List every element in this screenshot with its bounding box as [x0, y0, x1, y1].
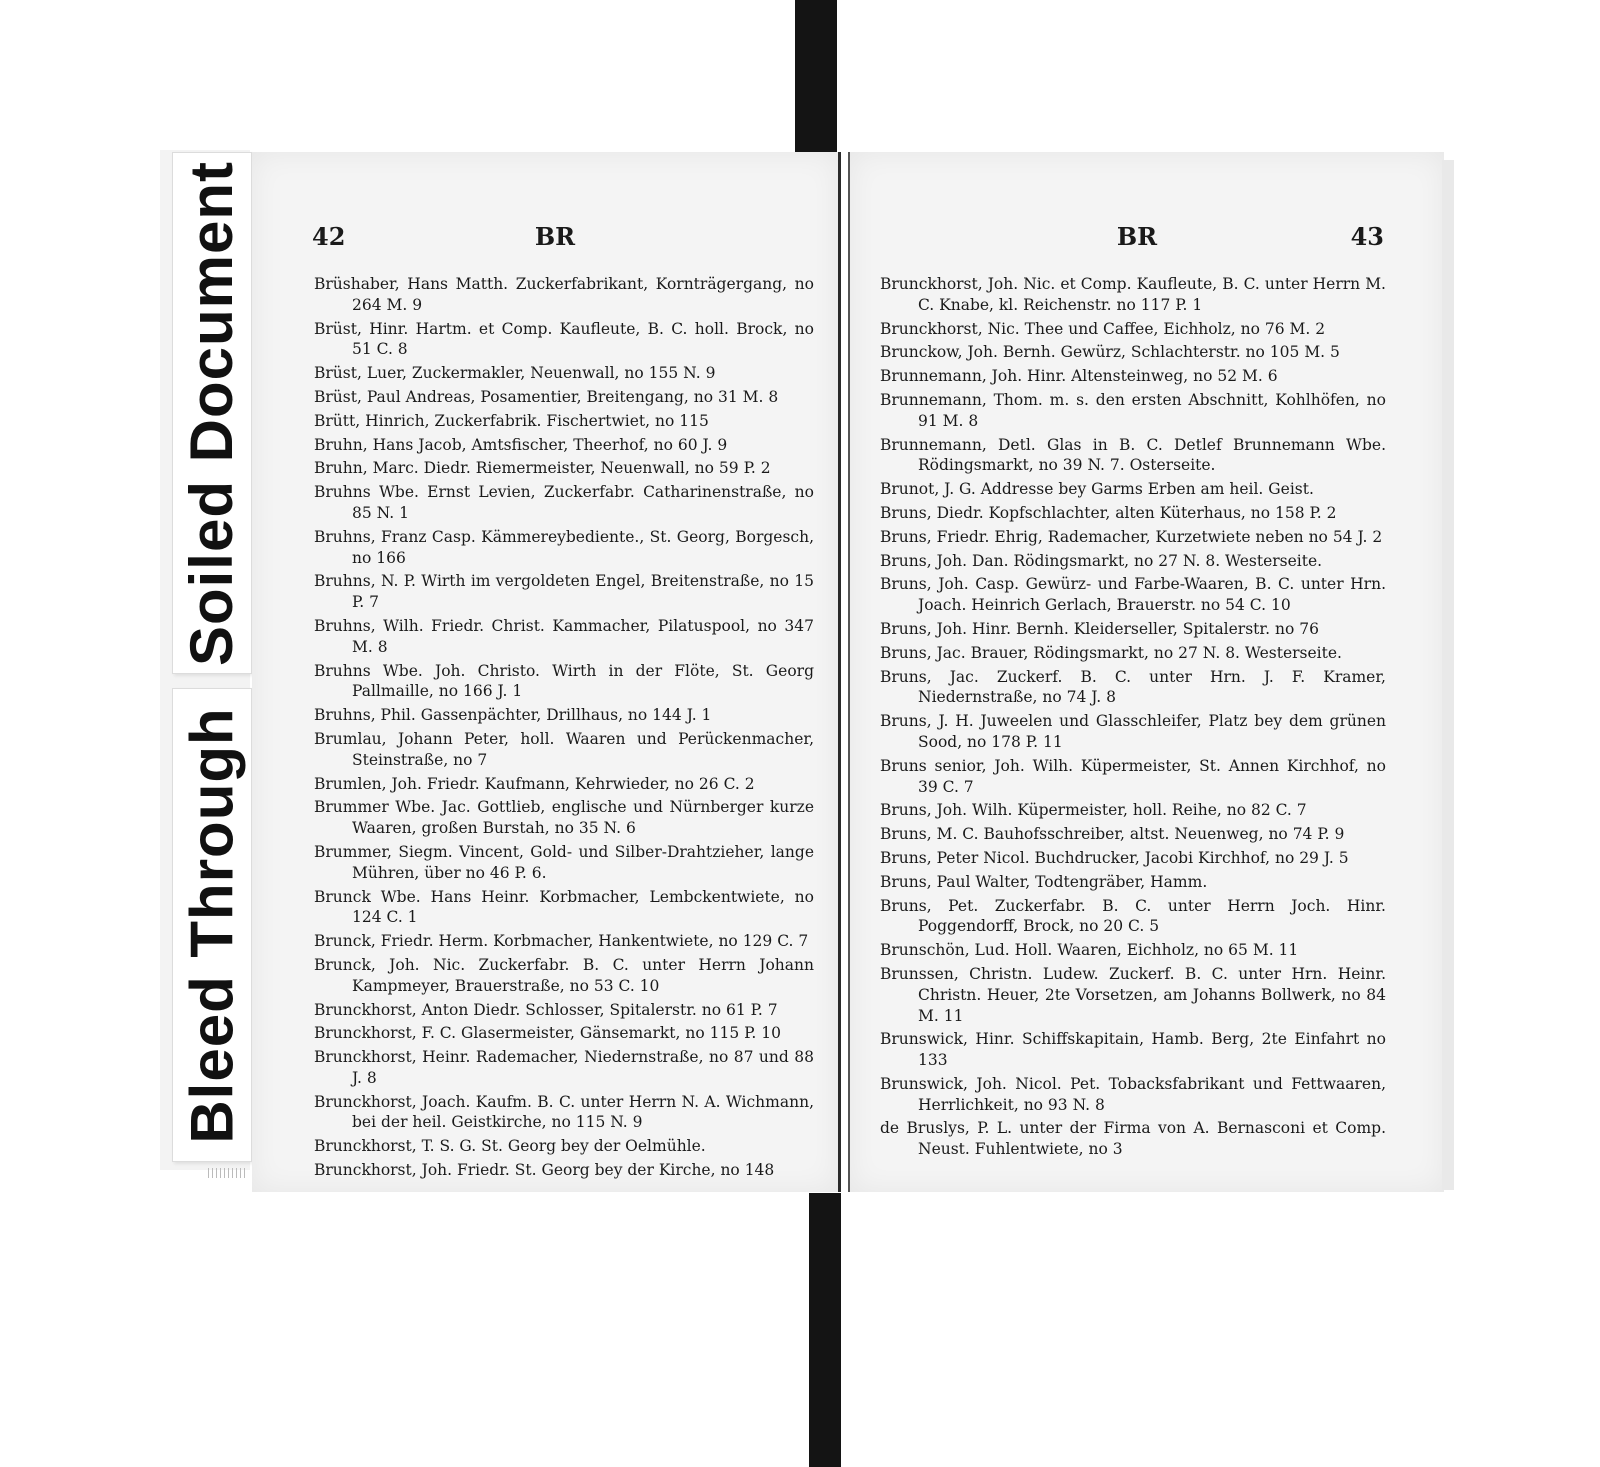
directory-entry: Brunckhorst, F. C. Glasermeister, Gänsemarkt, no 115 P. 10	[314, 1024, 781, 1043]
directory-entry: Brunckhorst, Heinr. Rademacher, Niedernstraße, no 87 und 88 J. 8	[314, 1048, 814, 1087]
directory-entry: Brummer, Siegm. Vincent, Gold- und Silber-Drahtzieher, lange Mühren, über no 46 P. 6.	[314, 842, 814, 882]
directory-entry: Brunckhorst, Joh. Friedr. St. Georg bey der Kirche, no 148	[314, 1161, 775, 1180]
page-edge	[1442, 160, 1454, 1190]
directory-entry: Bruns, Jac. Zuckerf. B. C. unter Hrn. J. F. Kramer, Niedernstraße, no 74 J. 8	[880, 667, 1386, 707]
directory-entry: Brumlen, Joh. Friedr. Kaufmann, Kehrwieder, no 26 C. 2	[314, 774, 755, 793]
directory-entry: Bruns, Joh. Dan. Rödingsmarkt, no 27 N. 8. Westerseite.	[880, 551, 1323, 570]
directory-entry: Bruns, Pet. Zuckerfabr. B. C. unter Herrn Joch. Hinr. Poggendorff, Brock, no 20 C. 5	[880, 896, 1386, 936]
directory-entry: Bruns, Jac. Brauer, Rödingsmarkt, no 27 N. 8. Westerseite.	[880, 643, 1342, 662]
ruler-ticks	[208, 1168, 248, 1178]
directory-entry: Brunckhorst, Anton Diedr. Schlosser, Spitalerstr. no 61 P. 7	[314, 1000, 778, 1019]
directory-entry: Brunck Wbe. Hans Heinr. Korbmacher, Lembckentwiete, no 124 C. 1	[314, 887, 814, 927]
directory-entry: Bruhn, Hans Jacob, Amtsfischer, Theerhof, no 60 J. 9	[314, 435, 728, 454]
directory-entry: Bruns, Paul Walter, Todtengräber, Hamm.	[880, 872, 1208, 891]
directory-entry: Brunswick, Hinr. Schiffskapitain, Hamb. Berg, 2te Einfahrt no 133	[880, 1030, 1386, 1070]
directory-entry: Brüst, Luer, Zuckermakler, Neuenwall, no 155 N. 9	[314, 364, 716, 383]
directory-entry: Bruhns, Wilh. Friedr. Christ. Kammacher, Pilatuspool, no 347 M. 8	[314, 616, 814, 656]
left-entry-list	[314, 274, 814, 1184]
directory-entry: Bruns, Diedr. Kopfschlachter, alten Küterhaus, no 158 P. 2	[880, 503, 1337, 522]
right-page-header	[890, 222, 1384, 262]
directory-entry: Brunswick, Joh. Nicol. Pet. Tobacksfabrikant und Fettwaaren, Herrlichkeit, no 93 N. 8	[880, 1074, 1386, 1114]
directory-entry: Brunschön, Lud. Holl. Waaren, Eichholz, no 65 M. 11	[880, 941, 1299, 960]
binding-strip-top	[795, 0, 837, 162]
directory-entry: Bruns, Joh. Hinr. Bernh. Kleiderseller, Spitalerstr. no 76	[880, 619, 1319, 638]
directory-entry: Brunckhorst, T. S. G. St. Georg bey der Oelmühle.	[314, 1137, 706, 1156]
directory-entry: Bruns, Joh. Wilh. Küpermeister, holl. Reihe, no 82 C. 7	[880, 801, 1307, 820]
right-page	[848, 152, 1444, 1192]
left-page	[252, 152, 841, 1192]
directory-entry: Bruhn, Marc. Diedr. Riemermeister, Neuenwall, no 59 P. 2	[314, 459, 771, 478]
directory-entry: Brüst, Hinr. Hartm. et Comp. Kaufleute, B. C. holl. Brock, no 51 C. 8	[314, 319, 814, 359]
directory-entry: Brütt, Hinrich, Zuckerfabrik. Fischertwiet, no 115	[314, 411, 709, 430]
directory-entry: Bruhns, Phil. Gassenpächter, Drillhaus, no 144 J. 1	[314, 706, 712, 725]
directory-entry: Brunckow, Joh. Bernh. Gewürz, Schlachterstr. no 105 M. 5	[880, 343, 1340, 362]
directory-entry: Brunssen, Christn. Ludew. Zuckerf. B. C. unter Hrn. Heinr. Christn. Heuer, 2te Vorsetzen, am Johanns Bollwerk, no 84 M. 11	[880, 964, 1386, 1025]
soiled-document-label	[172, 152, 252, 674]
directory-entry: Brunckhorst, Joh. Nic. et Comp. Kaufleute, B. C. unter Herrn M. C. Knabe, kl. Reichenstr. no 117 P. 1	[880, 275, 1386, 314]
directory-entry: Brüshaber, Hans Matth. Zuckerfabrikant, Kornträgergang, no 264 M. 9	[314, 275, 814, 314]
directory-entry: Brumlau, Johann Peter, holl. Waaren und Perückenmacher, Steinstraße, no 7	[314, 729, 814, 769]
directory-entry: Bruhns, N. P. Wirth im vergoldeten Engel, Breitenstraße, no 15 P. 7	[314, 572, 814, 612]
directory-entry: Bruhns, Franz Casp. Kämmereybediente., St. Georg, Borgesch, no 166	[314, 527, 814, 567]
directory-entry: Bruhns Wbe. Ernst Levien, Zuckerfabr. Catharinenstraße, no 85 N. 1	[314, 483, 814, 522]
bleed-through-text: Bleed Through	[178, 706, 246, 1144]
directory-entry: Bruns, Friedr. Ehrig, Rademacher, Kurzetwiete neben no 54 J. 2	[880, 527, 1383, 546]
directory-entry: Brunnemann, Detl. Glas in B. C. Detlef Brunnemann Wbe. Rödingsmarkt, no 39 N. 7. Osterseite.	[880, 435, 1386, 475]
directory-entry: Brunnemann, Joh. Hinr. Altensteinweg, no 52 M. 6	[880, 367, 1278, 386]
directory-entry: Bruns, Joh. Casp. Gewürz- und Farbe-Waaren, B. C. unter Hrn. Joach. Heinrich Gerlach, Brauerstr. no 54 C. 10	[880, 575, 1386, 615]
left-page-number: 42	[312, 222, 346, 251]
directory-entry: de Bruslys, P. L. unter der Firma von A. Bernasconi et Comp. Neust. Fuhlentwiete, no 3	[880, 1119, 1386, 1159]
directory-entry: Brummer Wbe. Jac. Gottlieb, englische und Nürnberger kurze Waaren, großen Burstah, no 35 N. 6	[314, 798, 814, 838]
right-page-abbr: BR	[1116, 222, 1158, 251]
directory-entry: Bruns, J. H. Juweelen und Glasschleifer, Platz bey dem grünen Sood, no 178 P. 11	[880, 712, 1386, 751]
directory-entry: Brunck, Friedr. Herm. Korbmacher, Hankentwiete, no 129 C. 7	[314, 932, 809, 951]
binding-strip-bottom	[809, 1193, 841, 1467]
directory-entry: Bruhns Wbe. Joh. Christo. Wirth in der Flöte, St. Georg Pallmaille, no 166 J. 1	[314, 661, 814, 701]
directory-entry: Bruns, Peter Nicol. Buchdrucker, Jacobi Kirchhof, no 29 J. 5	[880, 848, 1349, 867]
directory-entry: Brunnemann, Thom. m. s. den ersten Abschnitt, Kohlhöfen, no 91 M. 8	[880, 390, 1386, 430]
directory-entry: Brunot, J. G. Addresse bey Garms Erben am heil. Geist.	[880, 480, 1314, 499]
left-page-abbr: BR	[534, 222, 576, 251]
directory-entry: Brüst, Paul Andreas, Posamentier, Breitengang, no 31 M. 8	[314, 387, 779, 406]
directory-entry: Brunck, Joh. Nic. Zuckerfabr. B. C. unter Herrn Johann Kampmeyer, Brauerstraße, no 53 C. 10	[314, 955, 814, 995]
directory-entry: Brunckhorst, Joach. Kaufm. B. C. unter Herrn N. A. Wichmann, bei der heil. Geistkirche, no 115 N. 9	[314, 1092, 814, 1132]
bleed-through-label	[172, 688, 252, 1162]
right-page-number: 43	[1350, 222, 1384, 251]
soiled-document-text: Soiled Document	[178, 160, 246, 666]
directory-entry: Bruns senior, Joh. Wilh. Küpermeister, St. Annen Kirchhof, no 39 C. 7	[880, 756, 1386, 796]
directory-entry: Brunckhorst, Nic. Thee und Caffee, Eichholz, no 76 M. 2	[880, 319, 1326, 338]
directory-entry: Bruns, M. C. Bauhofsschreiber, altst. Neuenweg, no 74 P. 9	[880, 825, 1345, 844]
left-page-header	[312, 222, 798, 262]
right-entry-list	[880, 274, 1386, 1163]
